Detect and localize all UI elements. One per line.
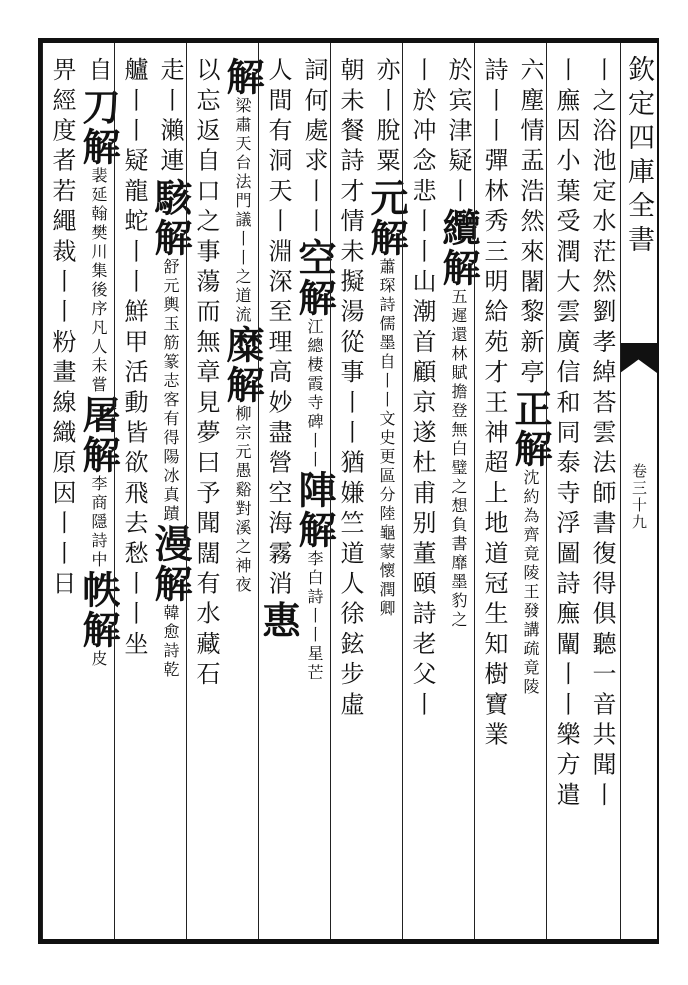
body-text: 人間有洞天 (264, 57, 292, 208)
annotation-note: 舒元輿玉筋篆志客有得陽冰真蹟 (161, 257, 180, 524)
column-rule (258, 43, 259, 939)
body-text: 丨之浴池定水茫然劉孝綽荅雲法師書 (588, 57, 616, 541)
annotation-note: 柳宗元愚谿對溪之神夜 (233, 405, 252, 595)
body-text: 走丨瀨連 (156, 57, 184, 178)
column-rule (402, 43, 403, 939)
body-text: 盡營空海霧消 (264, 419, 292, 601)
body-text: 廡闡丨丨樂方遣 (552, 600, 580, 813)
column-rule (620, 43, 621, 939)
body-text: 詩丨丨彈林秀三明給苑才 (480, 57, 508, 390)
book-page (38, 38, 659, 944)
column-rule (474, 43, 475, 939)
volume-number: 卷三十九 (630, 463, 648, 531)
entry-headword: 陣解 (292, 470, 337, 551)
body-text: 愁丨丨坐 (120, 540, 148, 662)
annotation-note: 江總棲霞寺碑丨丨 (305, 318, 324, 471)
column-rule (186, 43, 187, 939)
entry-headword: 屠解 (76, 395, 121, 476)
column-rule (330, 43, 331, 939)
body-text: 見夢曰予聞闊有水藏石 (192, 389, 220, 692)
book-title: 欽定四庫全書 (623, 55, 654, 259)
body-text: 原因丨丨 (48, 449, 76, 571)
body-text: 悲丨丨山潮首顧京遂杜甫别董頤詩老父丨 (408, 177, 436, 722)
entry-headword: 帙解 (76, 570, 121, 651)
annotation-note: 李白詩丨丨星芒 (305, 550, 324, 684)
body-text: 詩才情未擬湯從事丨丨猶嫌竺道人徐鉉步虛 (336, 147, 364, 722)
body-text: 艫丨丨 (120, 57, 148, 148)
body-text: 以忘返自口之事蕩而無章 (192, 57, 220, 390)
entry-headword: 纜解 (436, 208, 481, 288)
entry-headword: 空解 (292, 238, 337, 319)
body-text: 丨廡因小葉受潤大雲廣信和同泰寺浮圖詩 (552, 57, 580, 601)
body-text: 詞何處求丨丨 (300, 57, 328, 239)
annotation-note: 李商隱詩中 (89, 475, 108, 571)
column-rule (546, 43, 547, 939)
body-text: 亦丨脫粟 (372, 57, 400, 178)
column-rule (114, 43, 115, 939)
body-text: 畀 (48, 57, 76, 88)
body-text: 疑龍蛇丨丨鮮甲活動皆欲飛去 (120, 147, 148, 541)
entry-headword: 解 (220, 57, 265, 97)
annotation-note: 裴延翰樊川集後序凡人未嘗 (89, 167, 108, 396)
body-text: 丨於冲念 (408, 57, 436, 178)
column-rule (42, 43, 43, 939)
entry-headword: 糜解 (220, 325, 265, 405)
body-text: 經度者若繩裁丨丨粉畫線織 (48, 87, 76, 450)
annotation-note: 韓愈詩乾 (161, 603, 180, 680)
annotation-note: 皮 (89, 650, 108, 670)
body-text: 丨淵深至理高妙 (264, 208, 292, 420)
body-text: 日 (48, 570, 76, 601)
annotation-note: 梁肅天台法門議丨丨之道流 (233, 97, 252, 325)
body-text: 六塵情盂浩然來闍黎新亭 (516, 57, 544, 390)
entry-headword: 元解 (364, 177, 409, 258)
entry-headword: 駭解 (148, 177, 193, 258)
body-text: 復得俱聽一音共聞丨 (588, 540, 616, 813)
entry-headword: 惠 (256, 600, 301, 641)
annotation-note: 蕭琛詩儒墨自丨丨文史更區分陸龜蒙懷潤卿 (377, 257, 396, 619)
body-text: 朝未餐 (336, 57, 364, 148)
entry-headword: 刀解 (76, 87, 121, 168)
body-text: 自 (84, 57, 112, 88)
annotation-note: 五遲還林賦擔登無白璧之想負書靡墨豹之 (449, 288, 468, 630)
annotation-note: 沈約為齊竟陵王發講疏竟陵 (521, 469, 540, 698)
text-column (38, 57, 86, 937)
entry-headword: 正解 (508, 389, 553, 470)
entry-headword: 漫解 (148, 523, 193, 604)
body-text: 於宾津疑丨 (444, 57, 472, 208)
body-text: 王神超上地道冠生知樹寶業 (480, 389, 508, 752)
